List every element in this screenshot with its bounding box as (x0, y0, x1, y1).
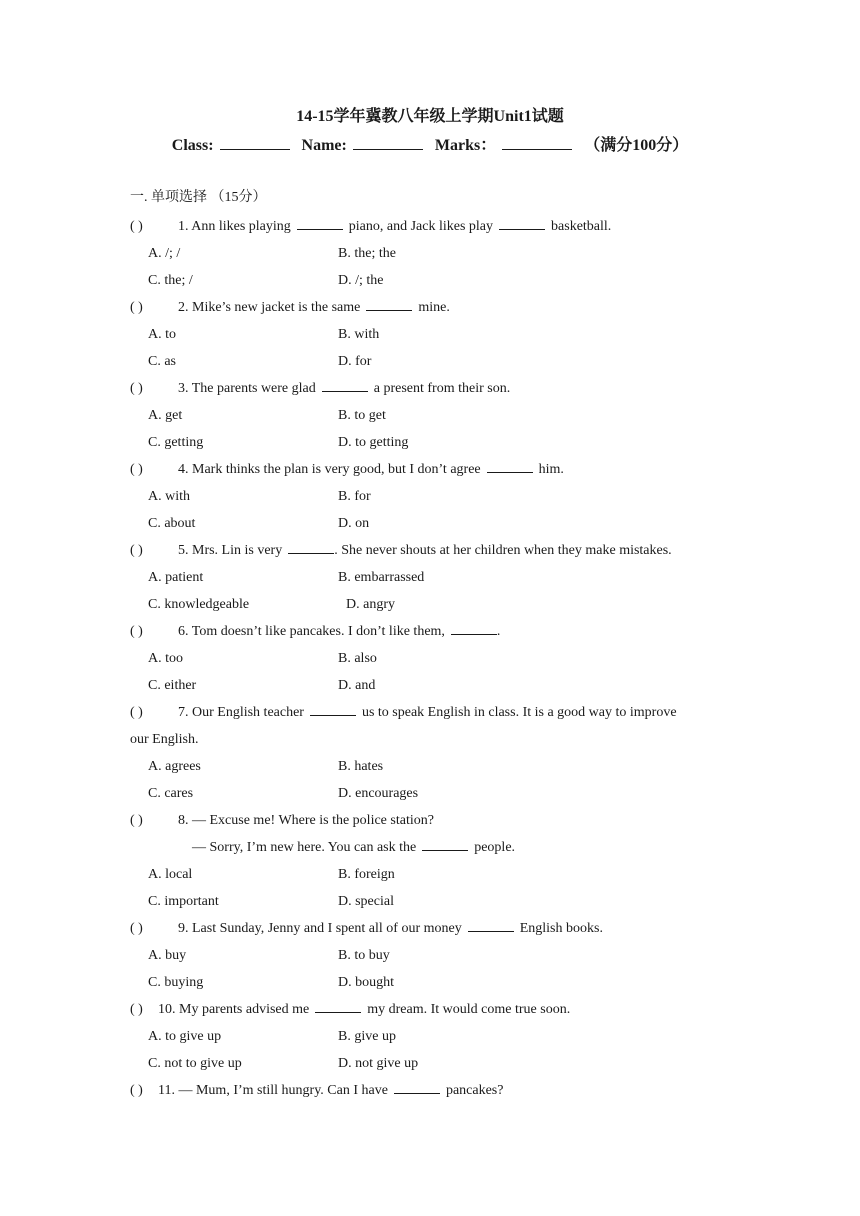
question-text: people. (474, 840, 516, 855)
answer-slot[interactable]: ( ) (130, 219, 143, 234)
answer-blank (310, 701, 356, 716)
answer-slot[interactable]: ( ) (130, 543, 143, 558)
answer-slot[interactable]: ( ) (130, 300, 143, 315)
option-row (130, 753, 740, 780)
question-continuation (130, 726, 740, 753)
option-b: B. also (338, 651, 377, 666)
option-a: A. patient (148, 570, 204, 585)
answer-blank (422, 836, 468, 851)
question-text: mine. (418, 300, 450, 315)
option-row (130, 888, 740, 915)
question-11 (130, 1077, 740, 1104)
answer-blank (487, 458, 533, 473)
option-row (130, 564, 740, 591)
option-a: A. with (148, 489, 190, 504)
option-row (130, 645, 740, 672)
question-text: English books. (519, 921, 603, 936)
question-text: 3. The parents were glad (178, 381, 316, 396)
question-text: piano, and Jack likes play (348, 219, 494, 234)
question-10 (130, 996, 740, 1023)
question-list (130, 213, 740, 1104)
question-text: pancakes? (445, 1083, 504, 1098)
option-row (130, 510, 740, 537)
option-c: C. cares (148, 786, 194, 801)
answer-slot[interactable]: ( ) (130, 813, 143, 828)
answer-blank (499, 215, 545, 230)
option-row (130, 942, 740, 969)
answer-slot[interactable]: ( ) (130, 921, 143, 936)
option-d: D. encourages (338, 786, 419, 801)
option-a: A. local (148, 867, 193, 882)
option-c: C. not to give up (148, 1056, 242, 1071)
option-c: C. about (148, 516, 196, 531)
question-text: a present from their son. (373, 381, 511, 396)
option-d: D. to getting (338, 435, 409, 450)
answer-blank (297, 215, 343, 230)
question-text: 5. Mrs. Lin is very (178, 543, 283, 558)
question-2 (130, 294, 740, 321)
answer-blank (315, 998, 361, 1013)
option-row (130, 429, 740, 456)
answer-blank (394, 1079, 440, 1094)
question-text: 4. Mark thinks the plan is very good, but I don’t agree (178, 462, 481, 477)
option-b: B. to get (338, 408, 386, 423)
option-row (130, 969, 740, 996)
option-b: B. to buy (338, 948, 390, 963)
question-1 (130, 213, 740, 240)
option-d: D. special (338, 894, 394, 909)
student-info-line (0, 134, 860, 157)
question-text: our English. (130, 732, 199, 747)
option-d: D. bought (338, 975, 394, 990)
option-row (130, 267, 740, 294)
question-text: 7. Our English teacher (178, 705, 304, 720)
option-d: D. not give up (338, 1056, 419, 1071)
option-b: B. give up (338, 1029, 396, 1044)
answer-blank (468, 917, 514, 932)
question-text: my dream. It would come true soon. (367, 1002, 571, 1017)
option-b: B. foreign (338, 867, 395, 882)
name-blank[interactable] (353, 134, 423, 150)
marks-label: Marks： (434, 137, 497, 154)
option-c: C. as (148, 354, 176, 369)
exam-title: 14-15学年冀教八年级上学期Unit1试题 (296, 108, 564, 125)
question-text: 8. — Excuse me! Where is the police station? (178, 813, 434, 828)
option-row (130, 861, 740, 888)
option-d: D. angry (346, 597, 395, 612)
question-text: 1. Ann likes playing (178, 219, 291, 234)
answer-slot[interactable]: ( ) (130, 1002, 143, 1017)
name-label: Name: (301, 137, 347, 154)
question-9 (130, 915, 740, 942)
option-d: D. for (338, 354, 372, 369)
option-a: A. to (148, 327, 176, 342)
option-a: A. to give up (148, 1029, 222, 1044)
option-a: A. /; / (148, 246, 181, 261)
question-8 (130, 807, 740, 834)
question-text: basketball. (551, 219, 612, 234)
option-row (130, 672, 740, 699)
marks-blank[interactable] (502, 134, 572, 150)
option-a: A. get (148, 408, 183, 423)
question-text: 9. Last Sunday, Jenny and I spent all of our money (178, 921, 462, 936)
option-row (130, 402, 740, 429)
answer-slot[interactable]: ( ) (130, 705, 143, 720)
answer-blank (322, 377, 368, 392)
option-b: B. embarrassed (338, 570, 425, 585)
answer-slot[interactable]: ( ) (130, 381, 143, 396)
answer-blank (288, 539, 334, 554)
question-text: . (496, 624, 501, 639)
answer-blank (366, 296, 412, 311)
question-7 (130, 699, 740, 726)
question-text: . She never shouts at her children when they make mistakes. (334, 543, 672, 558)
option-row (130, 321, 740, 348)
option-row (130, 780, 740, 807)
option-d: D. /; the (338, 273, 384, 288)
question-text: him. (538, 462, 564, 477)
option-a: A. agrees (148, 759, 201, 774)
option-c: C. buying (148, 975, 204, 990)
option-b: B. with (338, 327, 380, 342)
option-c: C. either (148, 678, 197, 693)
answer-slot[interactable]: ( ) (130, 1083, 143, 1098)
question-text: 6. Tom doesn’t like pancakes. I don’t like them, (178, 624, 445, 639)
option-c: C. the; / (148, 273, 193, 288)
section-heading: 一. 单项选择 （15分） (130, 190, 267, 205)
option-c: C. knowledgeable (148, 597, 250, 612)
option-b: B. hates (338, 759, 384, 774)
option-row (130, 591, 740, 618)
class-blank[interactable] (220, 134, 290, 150)
option-d: D. and (338, 678, 376, 693)
option-b: B. for (338, 489, 371, 504)
question-text: — Sorry, I’m new here. You can ask the (192, 840, 417, 855)
option-row (130, 348, 740, 375)
answer-slot[interactable]: ( ) (130, 624, 143, 639)
question-6 (130, 618, 740, 645)
question-text: us to speak English in class. It is a good way to improve (361, 705, 677, 720)
question-text: 10. My parents advised me (158, 1002, 310, 1017)
question-text: 11. — Mum, I’m still hungry. Can I have (158, 1083, 388, 1098)
question-dialog-line (130, 834, 740, 861)
option-row (130, 483, 740, 510)
question-3 (130, 375, 740, 402)
answer-blank (451, 620, 497, 635)
question-text: 2. Mike’s new jacket is the same (178, 300, 361, 315)
option-a: A. buy (148, 948, 187, 963)
full-score: （满分100分） (584, 137, 689, 154)
option-b: B. the; the (338, 246, 396, 261)
option-d: D. on (338, 516, 370, 531)
option-a: A. too (148, 651, 183, 666)
option-row (130, 240, 740, 267)
question-4 (130, 456, 740, 483)
answer-slot[interactable]: ( ) (130, 462, 143, 477)
class-label: Class: (171, 137, 214, 154)
option-row (130, 1050, 740, 1077)
option-c: C. important (148, 894, 219, 909)
option-c: C. getting (148, 435, 204, 450)
option-row (130, 1023, 740, 1050)
question-5 (130, 537, 740, 564)
